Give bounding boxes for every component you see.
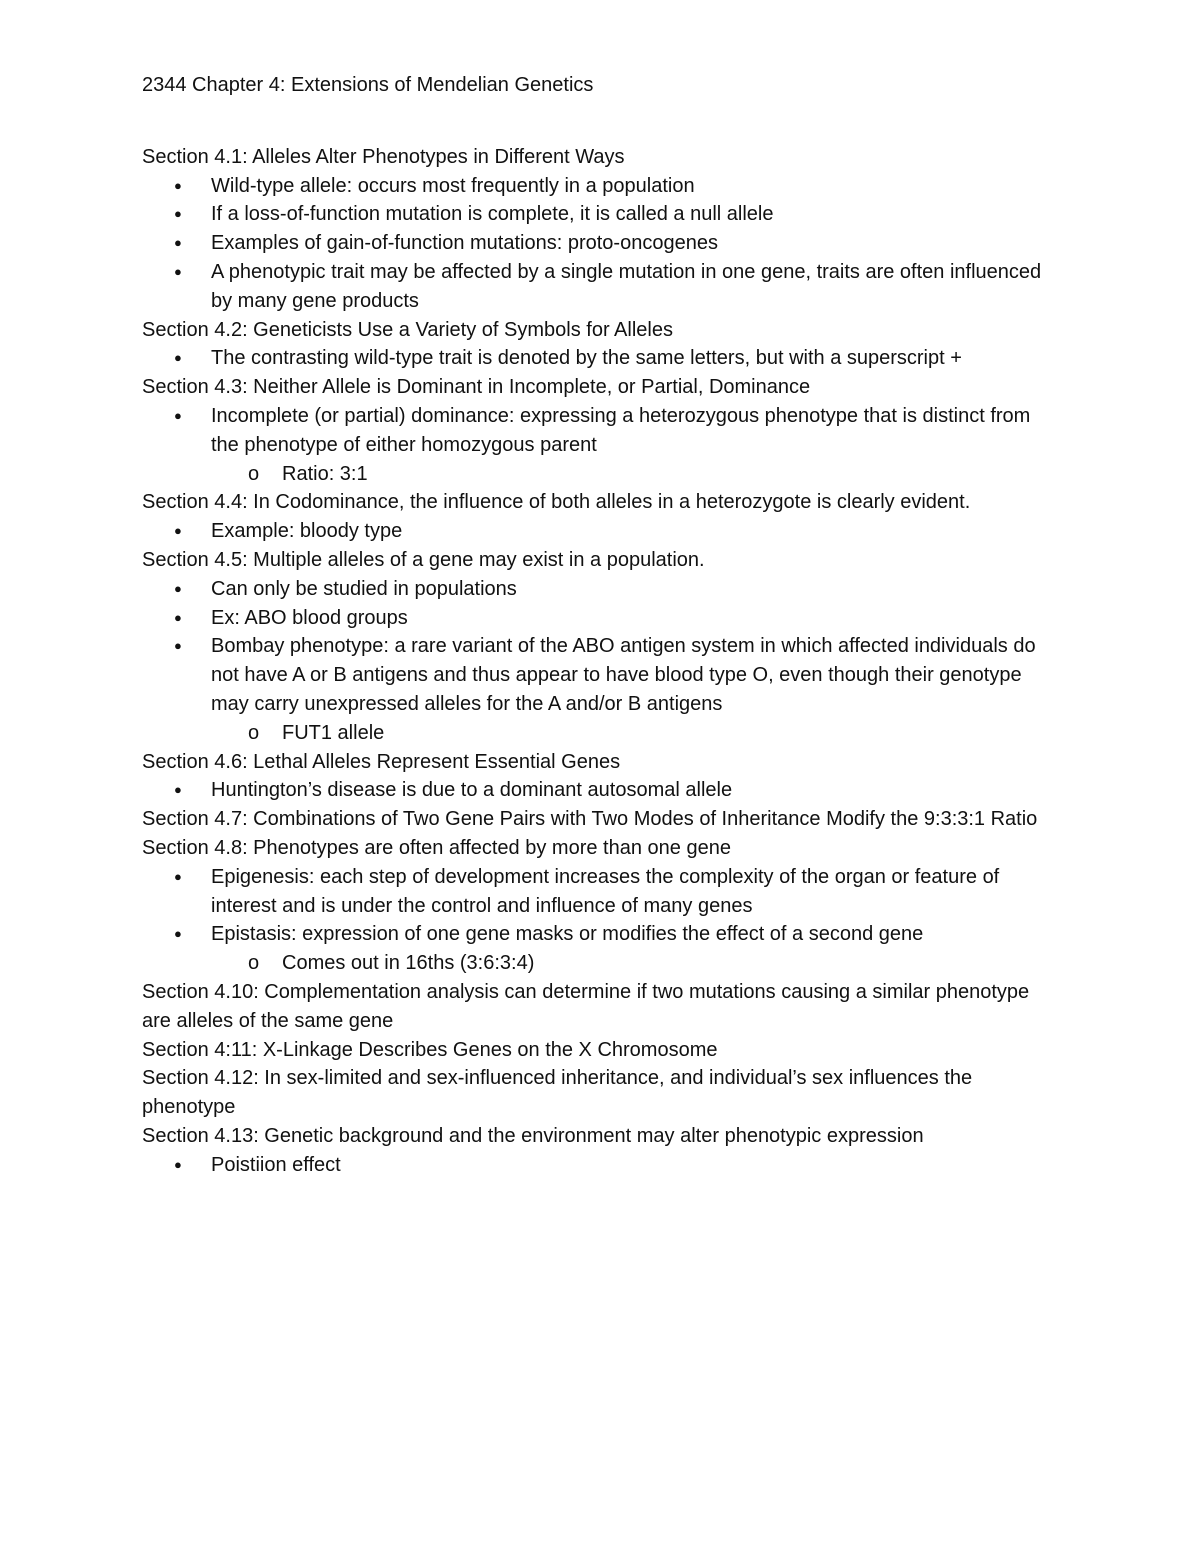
bullet-item: ● Wild-type allele: occurs most frequently in a population bbox=[142, 172, 1062, 201]
section-heading: Section 4.8: Phenotypes are often affected by more than one gene bbox=[142, 836, 731, 859]
section-heading: Section 4.3: Neither Allele is Dominant in Incomplete, or Partial, Dominance bbox=[142, 376, 811, 399]
bullet-list bbox=[142, 402, 1062, 488]
sub-bullet-item: o FUT1 allele bbox=[142, 719, 1062, 748]
section-heading: Section 4.10: Complementation analysis can determine if two mutations causing a similar phenotype are alleles of the same gene bbox=[142, 980, 1030, 1032]
bullet-list bbox=[142, 863, 1062, 978]
sections-container bbox=[142, 143, 1062, 1180]
bullet-list bbox=[142, 776, 1062, 805]
bullet-item: ● Epistasis: expression of one gene masks or modifies the effect of a second gene bbox=[142, 920, 1062, 949]
bullet-item: ● A phenotypic trait may be affected by a single mutation in one gene, traits are often influenced by many gene products bbox=[142, 258, 1062, 316]
bullet-item: ● If a loss-of-function mutation is complete, it is called a null allele bbox=[142, 200, 1062, 229]
bullet-item: ● Huntington’s disease is due to a dominant autosomal allele bbox=[142, 776, 1062, 805]
section-heading: Section 4.13: Genetic background and the environment may alter phenotypic expression bbox=[142, 1124, 924, 1147]
bullet-item: ● Can only be studied in populations bbox=[142, 575, 1062, 604]
section-heading: Section 4.4: In Codominance, the influence of both alleles in a heterozygote is clearly evident. bbox=[142, 491, 971, 514]
bullet-item: ● The contrasting wild-type trait is denoted by the same letters, but with a superscript + bbox=[142, 344, 1062, 373]
section-heading: Section 4.1: Alleles Alter Phenotypes in Different Ways bbox=[142, 145, 625, 168]
bullet-item: ● Incomplete (or partial) dominance: expressing a heterozygous phenotype that is distinct from the phenotype of either homozygous parent bbox=[142, 402, 1062, 460]
bullet-list bbox=[142, 1151, 1062, 1180]
bullet-list bbox=[142, 344, 1062, 373]
bullet-list bbox=[142, 575, 1062, 748]
section-heading: Section 4.2: Geneticists Use a Variety of Symbols for Alleles bbox=[142, 318, 673, 341]
sub-bullet-item: o Comes out in 16ths (3:6:3:4) bbox=[142, 949, 1062, 978]
bullet-item: ● Bombay phenotype: a rare variant of the ABO antigen system in which affected individuals do not have A or B antigens and thus appear to have blood type O, even though their genotype may carry unexpressed alleles for the A and/or B antigens bbox=[142, 632, 1062, 718]
section-heading: Section 4.5: Multiple alleles of a gene may exist in a population. bbox=[142, 548, 705, 571]
bullet-item: ● Ex: ABO blood groups bbox=[142, 604, 1062, 633]
document-page bbox=[142, 71, 1062, 1179]
section-heading: Section 4.6: Lethal Alleles Represent Essential Genes bbox=[142, 750, 621, 773]
bullet-item: ● Poistiion effect bbox=[142, 1151, 1062, 1180]
document-title: 2344 Chapter 4: Extensions of Mendelian Genetics bbox=[142, 74, 594, 96]
sub-bullet-item: o Ratio: 3:1 bbox=[142, 460, 1062, 489]
bullet-list bbox=[142, 172, 1062, 316]
section-heading: Section 4.7: Combinations of Two Gene Pairs with Two Modes of Inheritance Modify the 9:3:3:1 Ratio bbox=[142, 808, 1038, 831]
bullet-list bbox=[142, 517, 1062, 546]
section-heading: Section 4.12: In sex-limited and sex-influenced inheritance, and individual’s sex influences the phenotype bbox=[142, 1067, 973, 1119]
bullet-item: ● Example: bloody type bbox=[142, 517, 1062, 546]
bullet-item: ● Examples of gain-of-function mutations: proto-oncogenes bbox=[142, 229, 1062, 258]
section-heading: Section 4:11: X-Linkage Describes Genes on the X Chromosome bbox=[142, 1038, 718, 1061]
bullet-item: ● Epigenesis: each step of development increases the complexity of the organ or feature of interest and is under the control and influence of many genes bbox=[142, 863, 1062, 921]
